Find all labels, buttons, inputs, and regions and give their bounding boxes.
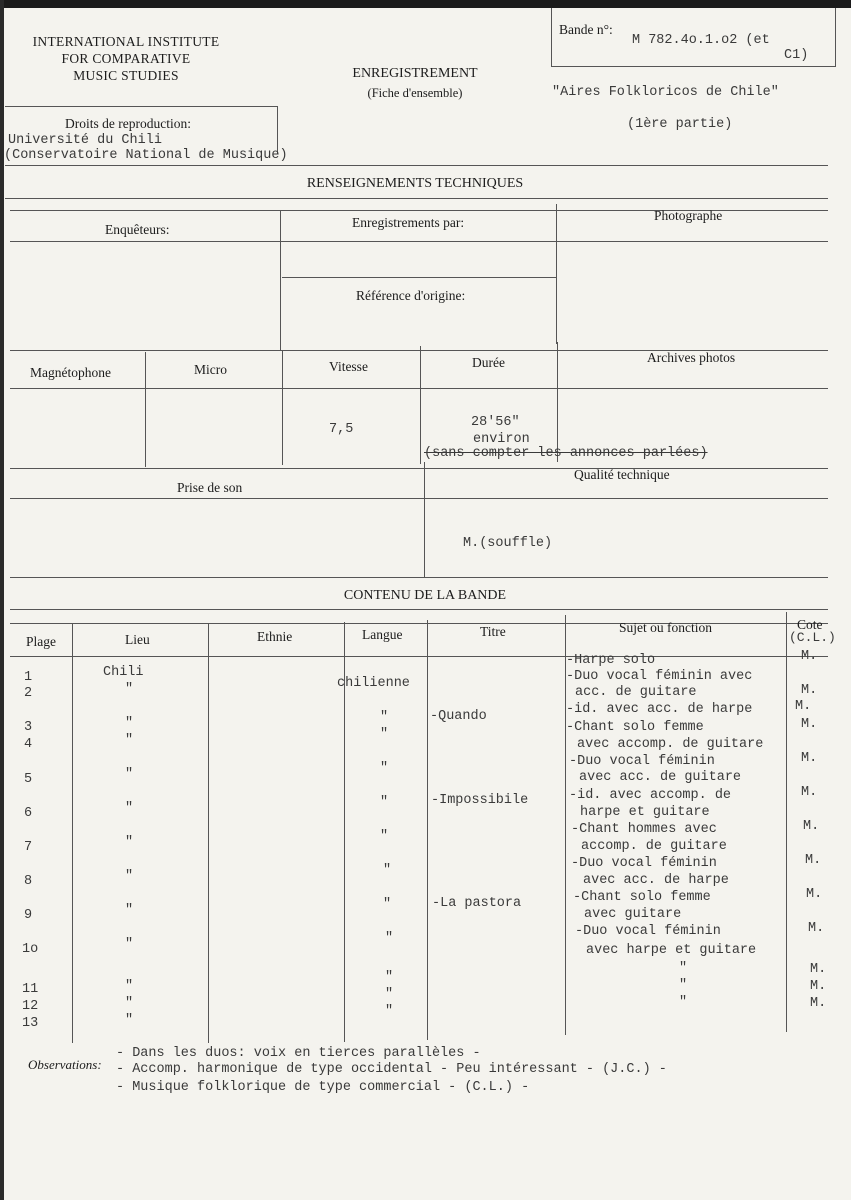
bande-box-left	[551, 8, 552, 66]
rule-tech	[5, 198, 828, 199]
header-titre: Titre	[480, 624, 506, 639]
langue-cell: chilienne	[337, 676, 410, 691]
contenu-col-2	[208, 623, 209, 1043]
plage-number: 3	[24, 720, 33, 735]
contenu-col-1	[72, 623, 73, 1043]
duree-label: Durée	[472, 355, 505, 370]
cote-cell: M.	[806, 887, 823, 902]
tech-section-title: RENSEIGNEMENTS TECHNIQUES	[306, 176, 524, 191]
droits-line-1: Université du Chili	[8, 133, 162, 148]
sujet-line: -Duo vocal féminin avec	[566, 669, 753, 684]
sujet-line: "	[679, 961, 688, 976]
lieu-cell: "	[125, 801, 134, 816]
plage-number: 13	[22, 1016, 39, 1031]
contenu-col-4	[427, 620, 428, 1040]
bande-value-2: C1)	[784, 48, 809, 63]
titre-cell: -Impossibile	[431, 793, 529, 808]
langue-cell: "	[380, 761, 389, 776]
duree-note: (sans compter les annonces parlées)	[424, 446, 708, 461]
magnetophone-label: Magnétophone	[30, 365, 111, 380]
langue-cell: "	[380, 727, 389, 742]
sujet-line: -Duo vocal féminin	[569, 754, 715, 769]
rule-contenu	[10, 609, 828, 610]
langue-cell: "	[385, 987, 394, 1002]
plage-number: 2	[24, 686, 33, 701]
langue-cell: "	[383, 863, 392, 878]
langue-cell: "	[383, 897, 392, 912]
plage-number: 9	[24, 908, 33, 923]
prise-de-son-label: Prise de son	[177, 480, 243, 495]
droits-box-right	[277, 106, 278, 154]
lieu-cell: "	[125, 903, 134, 918]
tech-col-b	[556, 204, 557, 344]
cote-cell: M.	[801, 785, 818, 800]
qualite-label: Qualité technique	[574, 467, 670, 482]
titre-cell: -La pastora	[432, 896, 522, 911]
cote-cell: M.	[810, 962, 827, 977]
bande-box-right	[835, 8, 836, 66]
photographe-label: Photographe	[654, 208, 723, 223]
plage-number: 1	[24, 670, 33, 685]
album-title: "Aires Folkloricos de Chile"	[552, 85, 779, 100]
tech-bottom	[10, 577, 828, 578]
reference-label: Référence d'origine:	[356, 288, 466, 303]
sujet-line: accomp. de guitare	[581, 839, 727, 854]
micro-label: Micro	[194, 362, 227, 377]
enregistrements-label: Enregistrements par:	[352, 215, 465, 230]
cote-cell: M.	[801, 683, 818, 698]
contenu-col-6	[786, 612, 787, 1032]
sujet-line: harpe et guitare	[580, 805, 710, 820]
plage-number: 1o	[22, 942, 39, 957]
sujet-line: -Chant hommes avec	[571, 822, 717, 837]
sujet-line: -Chant solo femme	[573, 890, 711, 905]
lieu-cell: "	[125, 733, 134, 748]
plage-number: 5	[24, 772, 33, 787]
tech-col-4	[557, 342, 558, 462]
bande-value-1: M 782.4o.1.o2 (et	[632, 33, 770, 48]
album-part: (1ère partie)	[627, 117, 733, 132]
observation-line-1: - Dans les duos: voix en tierces parallèles -	[116, 1046, 481, 1061]
sujet-line: avec accomp. de guitare	[577, 737, 764, 752]
plage-number: 4	[24, 737, 33, 752]
header-langue: Langue	[362, 627, 403, 642]
observation-line-3: - Musique folklorique de type commercial - (C.L.) -	[116, 1080, 530, 1095]
cote-cell: M.	[810, 996, 827, 1011]
plage-number: 11	[22, 982, 39, 997]
langue-cell: "	[380, 829, 389, 844]
lieu-cell: "	[125, 682, 134, 697]
institute-line-3: MUSIC STUDIES	[73, 68, 179, 83]
sujet-line: -Chant solo femme	[566, 720, 704, 735]
droits-label: Droits de reproduction:	[65, 116, 191, 131]
droits-box-top	[5, 106, 277, 107]
scan-edge-left	[0, 0, 4, 1200]
cote-cell: M.	[803, 819, 820, 834]
tech-col-a	[280, 210, 281, 350]
sujet-line: -Harpe solo	[566, 653, 656, 668]
institute-line-2: FOR COMPARATIVE	[61, 51, 191, 66]
titre-cell: -Quando	[430, 709, 487, 724]
plage-number: 7	[24, 840, 33, 855]
tech-row3-bottom	[10, 498, 828, 499]
enqueteurs-label: Enquêteurs:	[105, 222, 170, 237]
sujet-line: "	[679, 995, 688, 1010]
tech-col-5	[424, 462, 425, 577]
header-plage: Plage	[26, 634, 56, 649]
lieu-cell: "	[125, 937, 134, 952]
lieu-cell: "	[125, 869, 134, 884]
langue-cell: "	[385, 931, 394, 946]
langue-cell: "	[385, 970, 394, 985]
sujet-line: -Duo vocal féminin	[571, 856, 717, 871]
sujet-line: avec acc. de harpe	[583, 873, 729, 888]
sujet-line: -Duo vocal féminin	[575, 924, 721, 939]
header-cote: Cote	[797, 617, 823, 632]
lieu-cell: "	[125, 996, 134, 1011]
form-title: ENREGISTREMENT	[352, 66, 478, 81]
institute-line-1: INTERNATIONAL INSTITUTE	[32, 34, 220, 49]
vitesse-label: Vitesse	[329, 359, 368, 374]
lieu-cell: Chili	[103, 665, 144, 680]
lieu-cell: "	[125, 979, 134, 994]
tech-col-2	[282, 350, 283, 465]
rule-top	[5, 165, 828, 166]
sujet-line: avec guitare	[584, 907, 682, 922]
lieu-cell: "	[125, 1013, 134, 1028]
bande-label: Bande n°:	[559, 22, 613, 37]
sujet-line: -id. avec accomp. de	[569, 788, 732, 803]
duree-value-1: 28'56"	[471, 415, 520, 430]
plage-number: 8	[24, 874, 33, 889]
vitesse-value: 7,5	[329, 422, 354, 437]
sujet-line: "	[679, 978, 688, 993]
contenu-section-title: CONTENU DE LA BANDE	[343, 588, 507, 603]
cote-cell: M.	[801, 717, 818, 732]
sujet-line: avec acc. de guitare	[579, 770, 742, 785]
scan-edge-top	[0, 0, 851, 8]
header-cote-cl: (C.L.)	[789, 630, 836, 645]
header-sujet: Sujet ou fonction	[619, 620, 712, 635]
cote-cell: M.	[795, 699, 812, 714]
lieu-cell: "	[125, 716, 134, 731]
bande-box-bottom	[551, 66, 836, 67]
contenu-header-bottom	[10, 656, 828, 657]
sujet-line: -id. avec acc. de harpe	[566, 702, 753, 717]
duree-value-2: environ	[473, 432, 530, 447]
tech-row2-bottom	[10, 388, 828, 389]
header-lieu: Lieu	[125, 632, 150, 647]
lieu-cell: "	[125, 835, 134, 850]
qualite-value: M.(souffle)	[463, 536, 553, 551]
form-subtitle: (Fiche d'ensemble)	[367, 86, 463, 100]
institute-name	[6, 33, 246, 84]
tech-row3-top	[10, 468, 828, 469]
langue-cell: "	[385, 1004, 394, 1019]
archives-label: Archives photos	[647, 350, 736, 365]
cote-cell: M.	[808, 921, 825, 936]
sujet-line: acc. de guitare	[575, 685, 697, 700]
cote-cell: M.	[810, 979, 827, 994]
cote-cell: M.	[805, 853, 822, 868]
cote-cell: M.	[801, 751, 818, 766]
tech-col-3	[420, 346, 421, 464]
tech-ref-top	[282, 277, 556, 278]
cote-cell: M.	[801, 649, 818, 664]
tech-col-1	[145, 352, 146, 467]
observations-label: Observations:	[28, 1057, 102, 1072]
plage-number: 12	[22, 999, 39, 1014]
observation-line-2: - Accomp. harmonique de type occidental - Peu intéressant - (J.C.) -	[116, 1062, 667, 1077]
droits-line-2: (Conservatoire National de Musique)	[4, 148, 288, 163]
header-ethnie: Ethnie	[257, 629, 293, 644]
plage-number: 6	[24, 806, 33, 821]
langue-cell: "	[380, 710, 389, 725]
sujet-line: avec harpe et guitare	[586, 943, 757, 958]
langue-cell: "	[380, 795, 389, 810]
lieu-cell: "	[125, 767, 134, 782]
tech-row1-bottom	[10, 241, 828, 242]
